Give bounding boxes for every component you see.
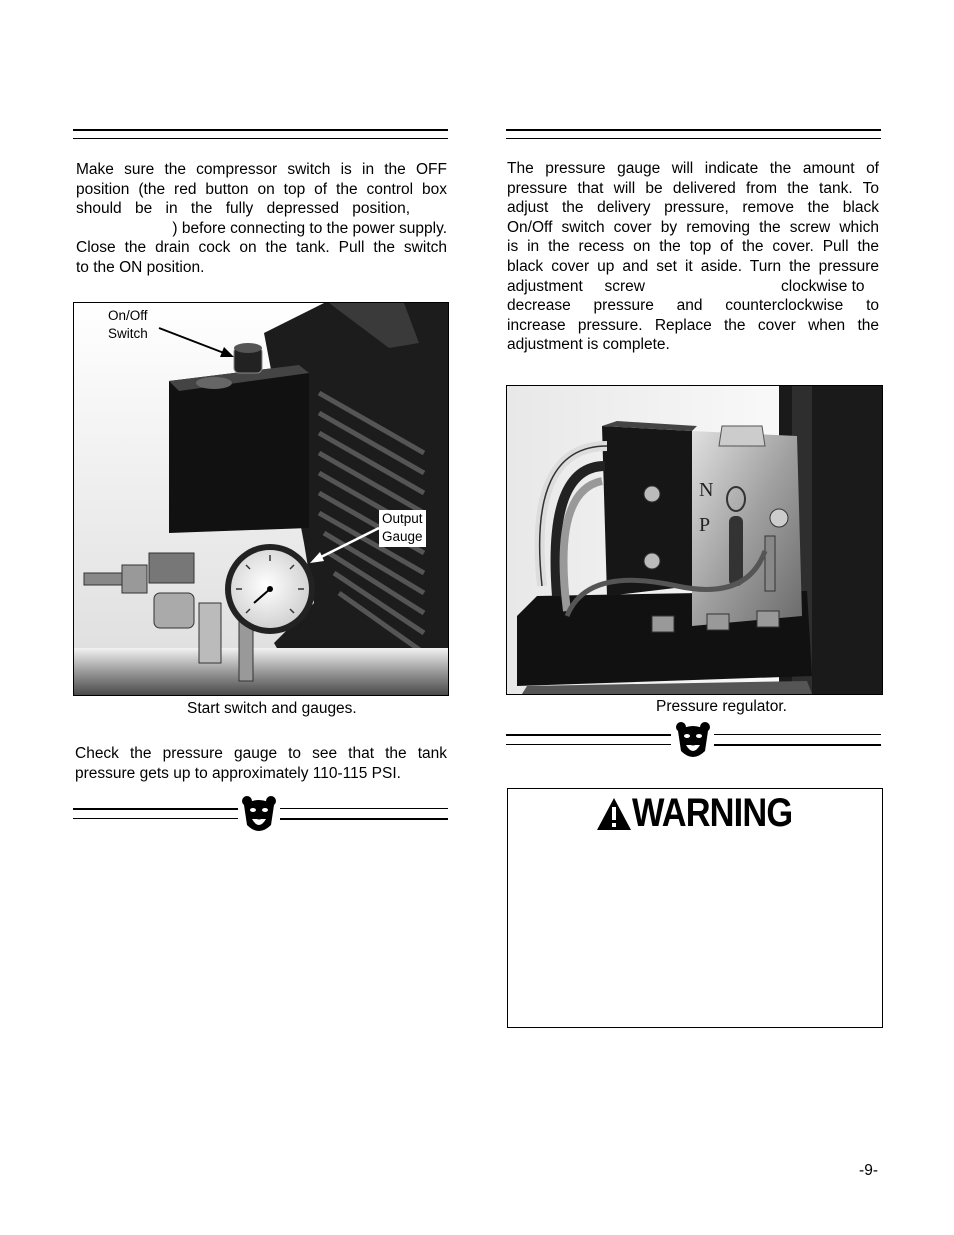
text-span: clockwise to: [781, 277, 865, 295]
right-divider-rule-right-bottom: [714, 744, 881, 746]
left-divider-rule-right-bottom: [280, 818, 448, 820]
text-line: black cover up and set it aside. Turn the pressure: [507, 257, 879, 275]
svg-text:P: P: [699, 514, 711, 536]
callout-line: On/Off: [108, 308, 148, 323]
warning-box: [507, 788, 883, 1028]
text-line: Close the drain cock on the tank. Pull the switch: [76, 239, 447, 257]
left-divider-rule-right-top: [280, 808, 448, 809]
figure-caption-pressure-regulator: Pressure regulator.: [656, 698, 787, 715]
text-line: Make sure the compressor switch is in the OFF: [76, 161, 447, 178]
text-line: Check the pressure gauge to see that the tank: [75, 745, 447, 762]
left-intro-paragraph: [76, 160, 447, 278]
text-line: ) before connecting to the power supply.: [172, 219, 447, 237]
compressor-switch-photo: [73, 302, 449, 696]
right-divider-rule-right-top: [714, 734, 881, 735]
warning-title: WARNING: [632, 791, 793, 835]
right-header-rule: [506, 129, 881, 131]
figure-caption-start-switch: Start switch and gauges.: [187, 700, 357, 717]
left-divider-rule-top: [73, 808, 238, 810]
text-line: position (the red button on top of the control box: [76, 180, 447, 198]
compressor-switch-illustration: [74, 303, 448, 695]
right-body-paragraph: [507, 159, 879, 355]
pressure-regulator-photo: [506, 385, 883, 695]
left-header-rule-thin: [73, 138, 448, 139]
callout-line: Gauge: [382, 529, 423, 544]
page-number: -9-: [859, 1162, 878, 1179]
callout-line: Switch: [108, 326, 148, 341]
text-line: is in the recess on the top of the cover. Pull the: [507, 238, 879, 256]
callout-line: Output: [382, 511, 423, 526]
svg-text:N: N: [699, 479, 714, 501]
text-line: The pressure gauge will indicate the amount of: [507, 160, 879, 177]
text-line: [76, 199, 410, 219]
text-line: increase pressure. Replace the cover when the: [507, 316, 879, 334]
text-line: adjust the delivery pressure, remove the black: [507, 199, 879, 217]
text-line: adjustment is complete.: [507, 336, 670, 354]
right-divider-rule-top: [506, 734, 671, 736]
text-line: [507, 277, 879, 297]
text-line: to the ON position.: [76, 258, 205, 276]
warning-triangle-icon: [596, 797, 632, 836]
text-line: pressure that will be delivered from the tank. To: [507, 179, 879, 197]
output-gauge-callout: [379, 510, 426, 547]
text-line-inner: should be in the fully depressed position,: [76, 200, 410, 218]
text-line: On/Off switch cover by removing the screw which: [507, 218, 879, 236]
right-header-rule-thin: [506, 138, 881, 139]
text-line: decrease pressure and counterclockwise to: [507, 297, 879, 315]
text-line: pressure gets up to approximately 110-115 PSI.: [75, 764, 401, 782]
left-check-paragraph: [75, 744, 447, 783]
left-divider-rule-bottom: [73, 818, 238, 819]
left-header-rule: [73, 129, 448, 131]
pressure-regulator-illustration: [507, 386, 882, 694]
bear-head-logo-icon: [241, 795, 277, 840]
text-span: adjustment screw: [507, 277, 645, 295]
on-off-switch-callout: [108, 307, 148, 343]
right-divider-rule-bottom: [506, 744, 671, 745]
bear-head-logo-icon: [675, 721, 711, 766]
